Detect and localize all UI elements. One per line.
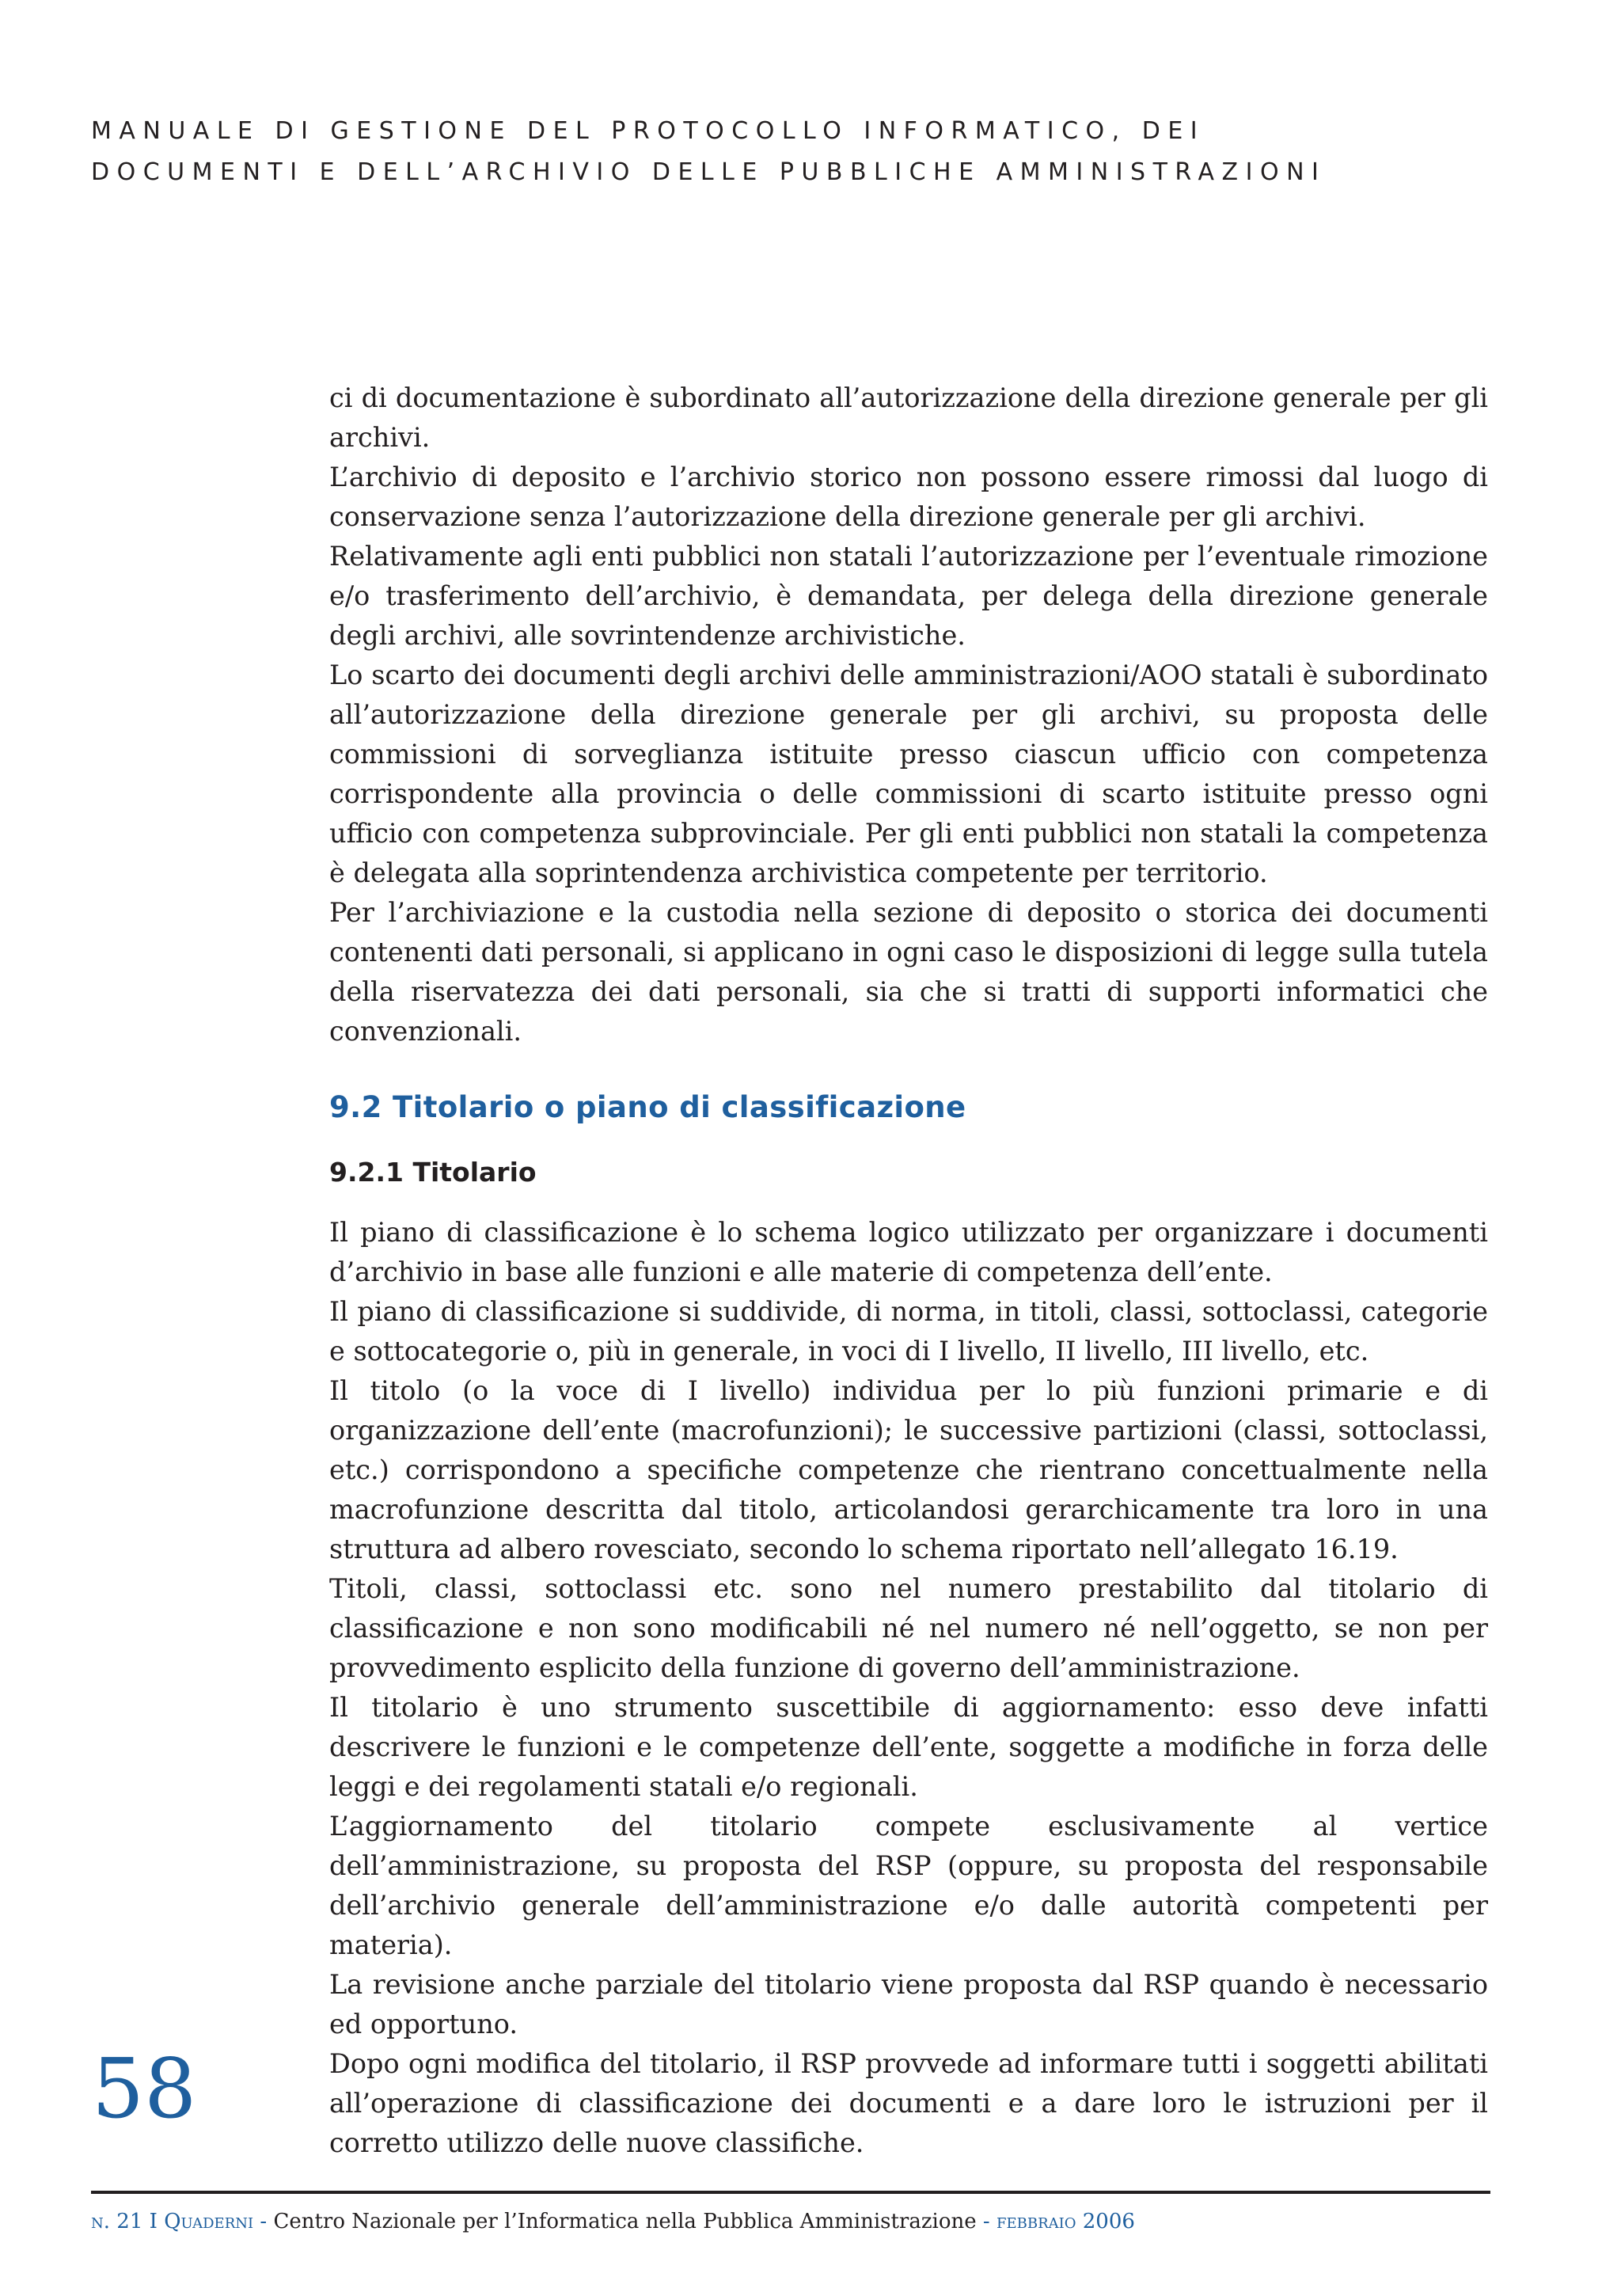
footer <box>91 2206 1490 2237</box>
running-header-line-1: MANUALE DI GESTIONE DEL PROTOCOLLO INFORMATICO, DEI <box>91 117 1205 145</box>
page-body <box>329 378 1488 2163</box>
paragraph: Il titolo (o la voce di I livello) individua per lo più funzioni primarie e di organizzazione dell’ente (macrofunzioni); le successive partizioni (classi, sottoclassi, etc.) corrispondono a specifiche competenze che rientrano concettualmente nella macrofunzione descritta dal titolo, articolandosi gerarchicamente tra loro in una struttura ad albero rovesciato, secondo lo schema riportato nell’allegato 16.19. <box>329 1375 1488 1564</box>
paragraph: Titoli, classi, sottoclassi etc. sono nel numero prestabilito dal titolario di classificazione e non sono modificabili né nel numero né nell’oggetto, se non per provvedimento esplicito della funzione di governo dell’amministrazione. <box>329 1573 1488 1683</box>
paragraph: L’aggiornamento del titolario compete esclusivamente al vertice dell’amministrazione, su proposta del RSP (oppure, su proposta del responsabile dell’archivio generale dell’amministrazione e/o dalle autorità competenti per materia). <box>329 1811 1488 1960</box>
paragraph: Il piano di classificazione è lo schema logico utilizzato per organizzare i documenti d’archivio in base alle funzioni e alle materie di competenza dell’ente. <box>329 1217 1488 1287</box>
footer-dash: - <box>982 2210 990 2233</box>
paragraph: Dopo ogni modifica del titolario, il RSP provvede ad informare tutti i soggetti abilitati all’operazione di classificazione dei documenti e a dare loro le istruzioni per il corretto utilizzo delle nuove classifiche. <box>329 2048 1488 2158</box>
running-header-line-2: DOCUMENTI E DELL’ARCHIVIO DELLE PUBBLICHE AMMINISTRAZIONI <box>91 158 1327 186</box>
paragraph: L’archivio di deposito e l’archivio storico non possono essere rimossi dal luogo di conservazione senza l’autorizzazione della direzione generale per gli archivi. <box>329 462 1488 532</box>
subsection-heading: 9.2.1 Titolario <box>329 1157 537 1188</box>
section-heading: 9.2 Titolario o piano di classificazione <box>329 1090 966 1124</box>
footer-dash: - <box>260 2210 268 2233</box>
footer-issue: n. 21 <box>91 2210 143 2233</box>
page-number: 58 <box>92 2040 197 2137</box>
footer-series: Quaderni <box>164 2210 254 2233</box>
paragraph: Il piano di classificazione si suddivide, di norma, in titoli, classi, sottoclassi, categorie e sottocategorie o, più in generale, in voci di I livello, II livello, III livello, etc. <box>329 1296 1488 1367</box>
footer-separator: I <box>149 2210 158 2233</box>
footer-rule-thin <box>967 2191 1490 2192</box>
running-header <box>91 111 1516 193</box>
footer-date: febbraio 2006 <box>996 2210 1135 2233</box>
paragraph: La revisione anche parziale del titolario viene proposta dal RSP quando è necessario ed opportuno. <box>329 1969 1488 2039</box>
paragraph: Relativamente agli enti pubblici non statali l’autorizzazione per l’eventuale rimozione e/o trasferimento dell’archivio, è demandata, per delega della direzione generale degli archivi, alle sovrintendenze archivistiche. <box>329 541 1488 651</box>
paragraph: ci di documentazione è subordinato all’autorizzazione della direzione generale per gli archivi. <box>329 382 1488 453</box>
paragraph: Lo scarto dei documenti degli archivi delle amministrazioni/AOO statali è subordinato all’autorizzazione della direzione generale per gli archivi, su proposta delle commissioni di sorveglianza istituite presso ciascun ufficio con competenza corrispondente alla provincia o delle commissioni di scarto istituite presso ogni ufficio con competenza subprovinciale. Per gli enti pubblici non statali la competenza è delegata alla soprintendenza archivistica competente per territorio. <box>329 660 1488 888</box>
footer-publisher: Centro Nazionale per l’Informatica nella Pubblica Amministrazione <box>273 2210 977 2233</box>
paragraph: Per l’archiviazione e la custodia nella sezione di deposito o storica dei documenti contenenti dati personali, si applicano in ogni caso le disposizioni di legge sulla tutela della riservatezza dei dati personali, sia che si tratti di supporti informatici che convenzionali. <box>329 897 1488 1047</box>
paragraph: Il titolario è uno strumento suscettibile di aggiornamento: esso deve infatti descrivere le funzioni e le competenze dell’ente, soggette a modifiche in forza delle leggi e dei regolamenti statali e/o regionali. <box>329 1692 1488 1802</box>
